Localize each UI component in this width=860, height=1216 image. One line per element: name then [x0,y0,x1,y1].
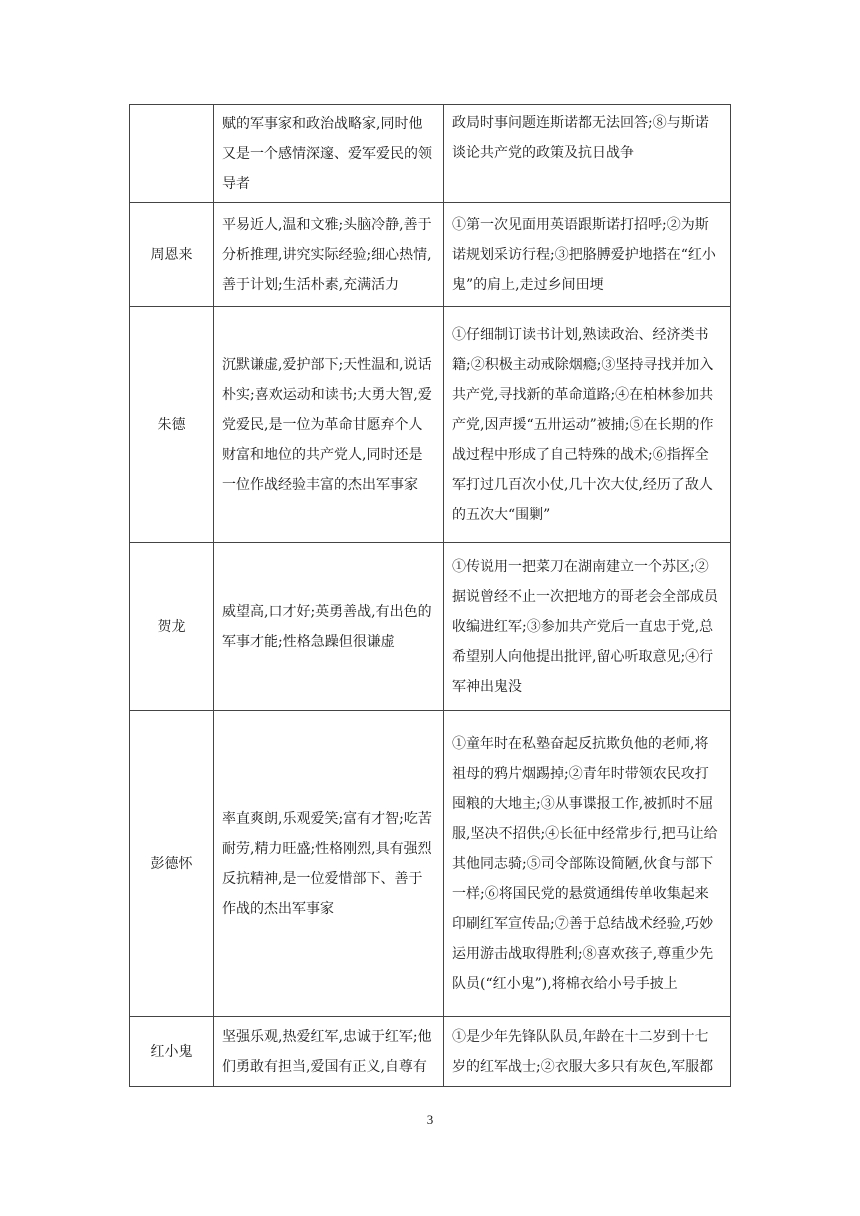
table-row [130,105,731,203]
character-deeds: ①第一次见面用英语跟斯诺打招呼;②为斯诺规划采访行程;③把胳膊爱护地搭在“红小鬼”的肩上,走过乡间田埂 [444,203,731,307]
character-name: 红小鬼 [130,1017,214,1087]
character-traits: 平易近人,温和文雅;头脑冷静,善于分析推理,讲究实际经验;细心热情,善于计划;生活朴素,充满活力 [214,203,444,307]
character-deeds: ①传说用一把菜刀在湖南建立一个苏区;②据说曾经不止一次把地方的哥老会全部成员收编进红军;③参加共产党后一直忠于党,总希望别人向他提出批评,留心听取意见;④行军神出鬼没 [444,543,731,711]
table [129,104,731,1087]
character-name: 朱德 [130,307,214,543]
character-traits: 沉默谦虚,爱护部下;天性温和,说话朴实;喜欢运动和读书;大勇大智,爱党爱民,是一位为革命甘愿弃个人财富和地位的共产党人,同时还是一位作战经验丰富的杰出军事家 [214,307,444,543]
table-row [130,711,731,1017]
table-row [130,307,731,543]
character-deeds: ①仔细制订读书计划,熟读政治、经济类书籍;②积极主动戒除烟瘾;③坚持寻找并加入共产党,寻找新的革命道路;④在柏林参加共产党,因声援“五卅运动”被捕;⑤在长期的作战过程中形成了自己特殊的战术;⑥指挥全军打过几百次小仗,几十次大仗,经历了敌人的五次大“围剿” [444,307,731,543]
character-deeds: ①童年时在私塾奋起反抗欺负他的老师,将祖母的鸦片烟踢掉;②青年时带领农民攻打囤粮的大地主;③从事谍报工作,被抓时不屈服,坚决不招供;④长征中经常步行,把马让给其他同志骑;⑤司令部陈设简陋,伙食与部下一样;⑥将国民党的悬赏通缉传单收集起来印刷红军宣传品;⑦善于总结战术经验,巧妙运用游击战取得胜利;⑧喜欢孩子,尊重少先队员(“红小鬼”),将棉衣给小号手披上 [444,711,731,1017]
table-row [130,1017,731,1087]
character-deeds: ①是少年先锋队队员,年龄在十二岁到十七岁的红军战士;②衣服大多只有灰色,军服都 [444,1017,731,1087]
character-deeds: 政局时事问题连斯诺都无法回答;⑧与斯诺谈论共产党的政策及抗日战争 [444,105,731,203]
character-traits: 威望高,口才好;英勇善战,有出色的军事才能;性格急躁但很谦虚 [214,543,444,711]
page-number: 3 [426,1112,434,1127]
character-traits: 坚强乐观,热爱红军,忠诚于红军;他们勇敢有担当,爱国有正义,自尊有 [214,1017,444,1087]
character-table [129,104,730,1087]
character-traits: 赋的军事家和政治战略家,同时他又是一个感情深邃、爱军爱民的领导者 [214,105,444,203]
table-row [130,203,731,307]
character-name: 周恩来 [130,203,214,307]
character-name [130,105,214,203]
character-name: 彭德怀 [130,711,214,1017]
character-name: 贺龙 [130,543,214,711]
table-row [130,543,731,711]
character-traits: 率直爽朗,乐观爱笑;富有才智;吃苦耐劳,精力旺盛;性格刚烈,具有强烈反抗精神,是一位爱惜部下、善于作战的杰出军事家 [214,711,444,1017]
